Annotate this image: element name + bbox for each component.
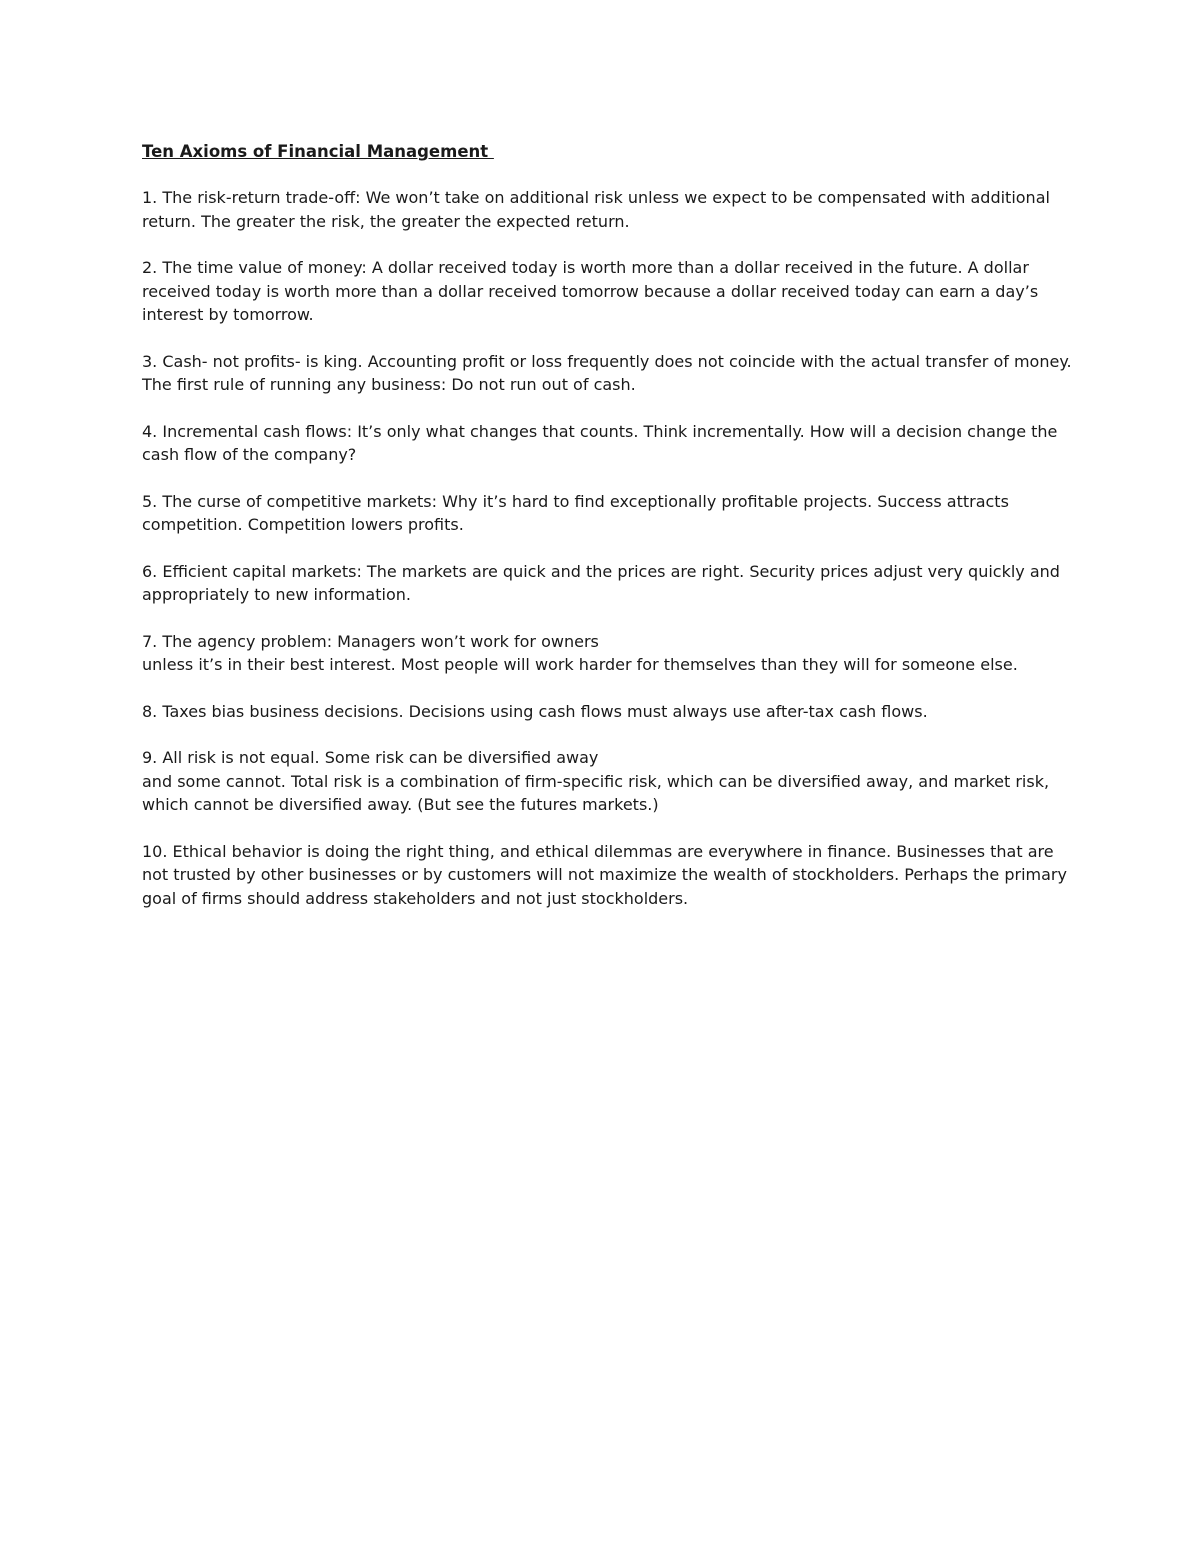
axiom-text: 1. The risk-return trade-off: We won’t take on additional risk unless we expect to be compensated with additional return. The greater the risk, the greater the expected return. [142, 188, 1050, 231]
axiom-text: 5. The curse of competitive markets: Why it’s hard to find exceptionally profitable projects. Success attracts competition. Competition lowers profits. [142, 491, 1009, 534]
axiom-text-continued: and some cannot. Total risk is a combination of firm-specific risk, which can be diversified away, and market risk, which cannot be diversified away. (But see the futures markets.) [142, 771, 1050, 814]
axiom-2 [142, 256, 1072, 327]
document-page [142, 140, 1072, 933]
axiom-text: 7. The agency problem: Managers won’t work for owners [142, 631, 599, 651]
axiom-text: 2. The time value of money: A dollar received today is worth more than a dollar received in the future. A dollar received today is worth more than a dollar received tomorrow because a dollar received today can earn a day’s interest by tomorrow. [142, 258, 1039, 324]
axiom-7 [142, 630, 1072, 677]
axiom-4 [142, 420, 1072, 467]
axiom-text: 4. Incremental cash flows: It’s only what changes that counts. Think incrementally. How will a decision change the cash flow of the company? [142, 421, 1058, 464]
axiom-text: 8. Taxes bias business decisions. Decisions using cash flows must always use after-tax cash flows. [142, 701, 928, 721]
axiom-text: 10. Ethical behavior is doing the right thing, and ethical dilemmas are everywhere in finance. Businesses that are not trusted by other businesses or by customers will not maximize the wealth of stockholders. Perhaps the primary goal of firms should address stakeholders and not just stockholders. [142, 841, 1067, 908]
axiom-3 [142, 350, 1072, 397]
axiom-1 [142, 186, 1072, 233]
axiom-text-continued: unless it’s in their best interest. Most people will work harder for themselves than they will for someone else. [142, 655, 1018, 674]
axiom-text: 9. All risk is not equal. Some risk can be diversified away [142, 748, 599, 767]
axiom-6 [142, 560, 1072, 607]
axiom-text: 6. Efficient capital markets: The markets are quick and the prices are right. Security prices adjust very quickly and appropriately to new information. [142, 561, 1060, 604]
axiom-8 [142, 700, 1072, 724]
document-title: Ten Axioms of Financial Management [142, 142, 494, 161]
axiom-5 [142, 490, 1072, 537]
axiom-10 [142, 840, 1072, 911]
axiom-9 [142, 746, 1072, 817]
axiom-text: 3. Cash- not profits- is king. Accounting profit or loss frequently does not coincide with the actual transfer of money. The first rule of running any business: Do not run out of cash. [142, 351, 1072, 394]
